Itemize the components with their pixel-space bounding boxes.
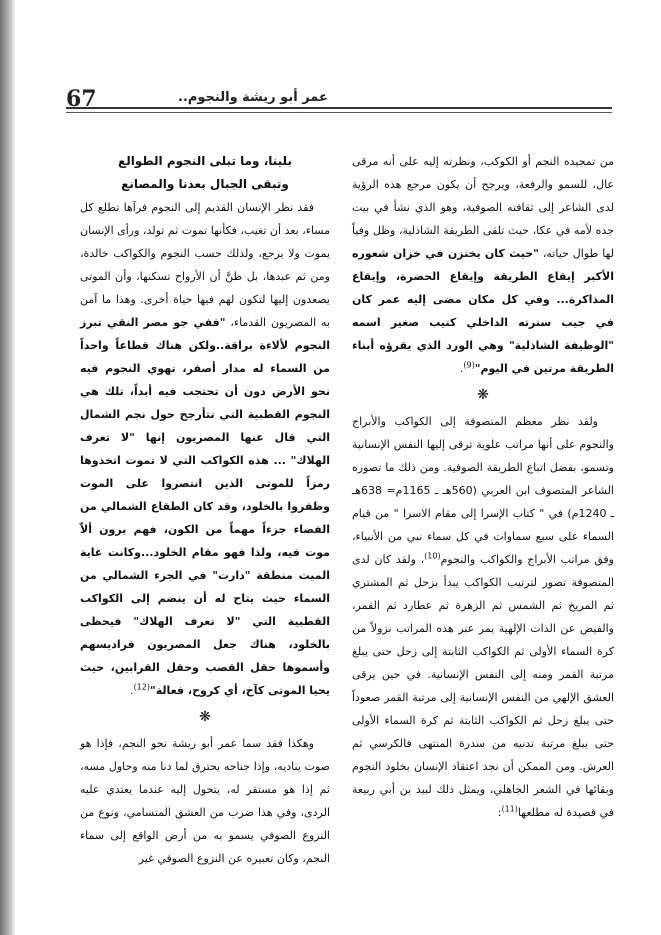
paragraph (352, 410, 614, 824)
running-title: عمر أبو ريشة والنجوم.. (178, 90, 328, 105)
poem-line: بلينا، وما تبلى النجوم الطوالع (118, 154, 292, 168)
paragraph (80, 196, 330, 702)
footnote-ref: (10) (424, 551, 441, 561)
right-column (352, 150, 614, 840)
paragraph-text: ولقد نظر معظم المتصوفة إلى الكواكب والأبراج والنجوم على أنها مراتب علوية ترقى إليها النفس الإنسانية وتسمو، بفضل اتباع الطريقة الصوفية. ومن ذلك ما تصوره الشاعر المتصوف ابن العربي (560هـ ـ 1165م= 638هـ ـ 1240م) في " كتاب الإسرا إلى مقام الاسرا " من قيام السماء على سبع سماوات في كل سماء نبي من الأنبياء، وفق مراتب الأبراج والكواكب والنجوم (352, 415, 614, 566)
paragraph-text: ، ولقد كان لدى المتصوفة تصور لترتيب الكواكب يبدأ بزحل ثم المشتري ثم المريخ ثم الشمس ثم الزهرة ثم عطارد ثم القمر، والفيض عن الذات الإلهية يمر عبر هذه المراتب نزولاً من كرة السماء الأولى ثم الكواكب الثابتة إلى زحل حتى يبلغ مرتبة القمر ومنه إلى النفس الإنسانية. في حين يرقى العشق الإلهي من النفس الإنسانية إلى مرتبة القمر صعوداً حتى يبلغ زحل ثم الكواكب الثابتة ثم كرة السماء الأولى حتى يبلغ مرتبة تدنيه من سدرة المنتهى فالكرسي ثم العرش. ومن الممكن أن نجد اعتقاد الإنسان بخلود النجوم وبقائها في الشعر الجاهلي، ويمثل ذلك لبيد بن أبي ربيعة في قصيدة له مطلعها (352, 553, 614, 819)
paragraph: من تمجيده النجم أو الكوكب، ونظرته إليه على أنه مرقى عال، للسمو والرفعة، ويرجح أن يكون مرجع هذه الرؤية لدى الشاعر إلى ثقافته الصوفية، وهو الذي نشأ في بيت جده لأمه في عكا، حيث تلقى الطريقة الشاذلية، وظل وفياً لها طوال حياته، "حيث كان يختزن في خزان شعوره الأكبر إيقاع الطريقة وإيقاع الحضرة، وإيقاع المذاكرة... وفي كل مكان مضى إليه عمر كان في جيب سترته الداخلي كتيب صغير اسمه "الوظيفة الشاذلية" وهي الورد الذي يقرؤه أبناء الطريقة مرتين في اليوم"$^{(9)}$. (352, 155, 614, 375)
footnote-ref: (12) (133, 682, 150, 692)
section-separator: ❋ (477, 387, 489, 403)
header-rule-thin (66, 112, 612, 113)
paragraph: وهكذا فقد سما عمر أبو ريشة نحو النجم، فإذا هو صوت يناديه، وإذا جناحه يحترق لما دنا منه وحاول مسه، ثم إذا هو مستقر له، يتحول إليه عندما يعتدي عليه الردى، وفي هذا ضرب من العشق المتسامي، ونوع من النزوع الصوفي يسمو به من أرض الواقع إلى سماء النجم، وكان تعبيره عن النزوع الصوفي غير (80, 737, 330, 865)
paragraph-text: . (130, 684, 134, 697)
header-rule (66, 107, 612, 109)
footnote-ref: (11) (501, 804, 518, 814)
paragraph-text: من تمجيده النجم أو الكوكب، ونظرته إليه على أنه مرقى عال، للسمو والرفعة، ويرجح أن يكون مرجع هذه الرؤية لدى الشاعر إلى ثقافته الصوفية، وهو الذي نشأ في بيت جده لأمه في عكا، حيث تلقى الطريقة الشاذلية، وظل وفياً لها طوال حياته، (352, 155, 614, 260)
quotation-bold: "ففي جو مصر النقي تبرز النجوم لألاءة براقة..ولكن هناك قطاعاً واحداً من السماء له مدار أصفر، تهوي النجوم فيه نحو الأرض دون أن تحتجب فيه أبداً، تلك هي النجوم القطبية التي تتأرجح حول نجم الشمال التي قال عنها المصريون إنها "لا تعرف الهلاك" ... هذه الكواكب التي لا تموت اتخذوها رمزاً للموتى الذين انتصروا على الموت وظفروا بالخلود، وقد كان الطقاع الشمالي من الفضاء جزءاً مهماً من الكون، فهم يرون ألاّ موت فيه، ولذا فهو مقام الخلود...وكانت غاية الميت منطقة "دارت" في الجزء الشمالي من السماء حيث يتاح له أن ينضم إلى الكواكب القطبية التي "لا تعرف الهلاك" فيحظى بالخلود، هناك جعل المصريون فراديسهم وأسموها حقل القصب وحقل القرابين، حيث يحيا الموتى كآخ، أي كروح، فعالة" (80, 316, 330, 697)
left-column (80, 150, 330, 865)
quotation-bold: "حيث كان يختزن في خزان شعوره الأكبر إيقاع الطريقة وإيقاع الحضرة، وإيقاع المذاكرة... وفي كل مكان مضى إليه عمر كان في جيب سترته الداخلي كتيب صغير اسمه "الوظيفة الشاذلية" وهي الورد الذي يقرؤه أبناء الطريقة مرتين في اليوم" (352, 247, 614, 375)
scan-edge-shadow (0, 0, 16, 935)
footnote-ref: (9) (463, 360, 475, 370)
section-separator: ❋ (199, 709, 211, 725)
poem-line: وتبقى الجبال بعدنا والمصانع (121, 177, 289, 191)
page-number: 67 (66, 86, 97, 112)
paragraph-text: فقد نظر الإنسان القديم إلى النجوم فرآها تطلع كل مساء، بعد أن تغيب، فكأنها تموت ثم تولد، ورأى الإنسان يموت ولا يرجع، ولذلك حسب النجوم والكواكب خالدة، ومن ثم عبدها، بل ظنَّ أن الأرواح تسكنها، وأن الموتى يصعدون إليها لتكون لهم فيها حياة أخرى. وهذا ما آمن به المصريون القدماء، (80, 201, 330, 329)
paragraph-text: : (497, 806, 502, 819)
